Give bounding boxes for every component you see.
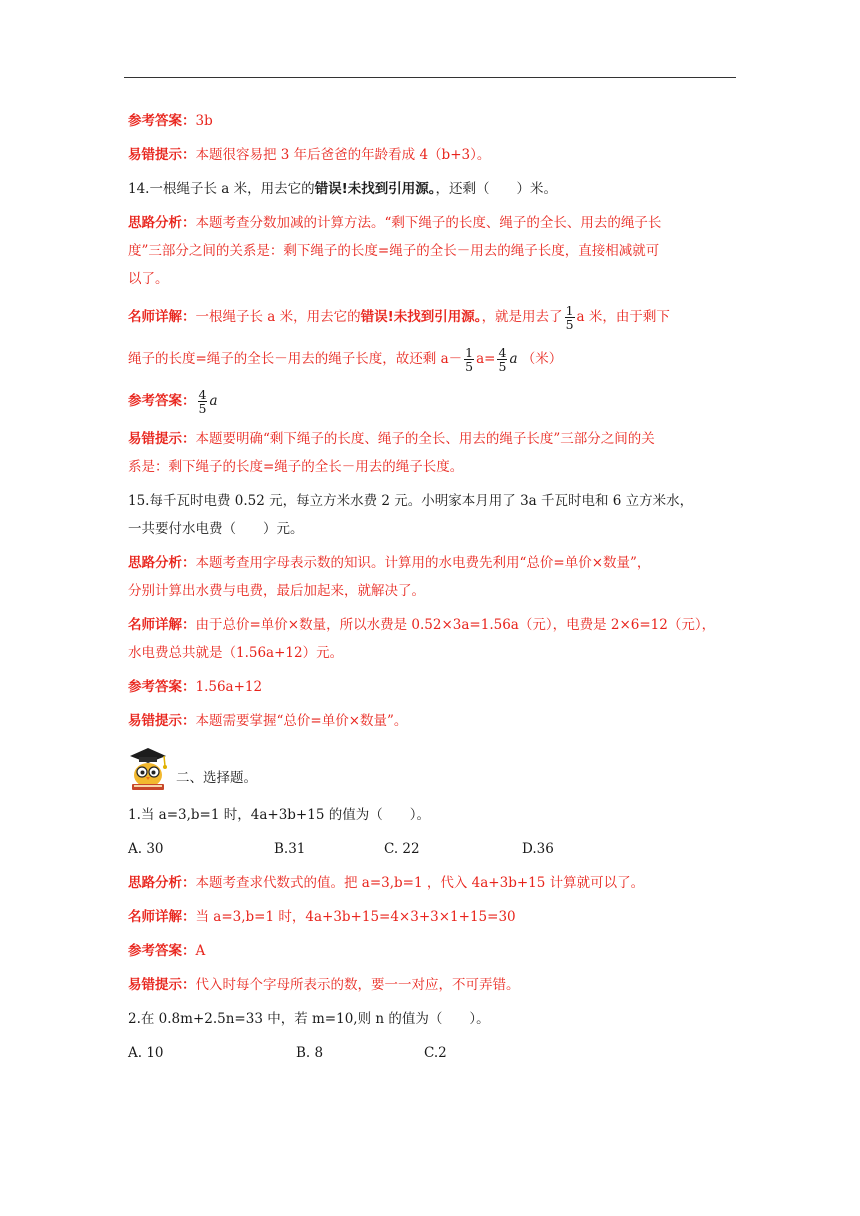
option-c: C. 22 <box>384 841 420 857</box>
mistake-text: 本题很容易把 3 年后爸爸的年龄看成 4（b+3）。 <box>195 147 491 163</box>
fraction-one-fifth <box>565 304 575 331</box>
option-c: C.2 <box>424 1045 447 1061</box>
detail-text: 由于总价=单价×数量，所以水费是 0.52×3a=1.56a（元），电费是 2×6=12（元）， <box>195 617 716 633</box>
detail-text: a 米，由于剩下 <box>576 309 670 325</box>
section-title: 二、选择题。 <box>176 770 257 786</box>
detail-text: 当 a=3,b=1 时，4a+3b+15=4×3+3×1+15=30 <box>195 909 516 925</box>
fraction-numerator: 1 <box>565 303 574 318</box>
q14-detail-line2 <box>128 344 736 374</box>
mistake-label: 易错提示： <box>128 977 196 993</box>
answer-label: 参考答案： <box>128 113 196 129</box>
q15-stem: 15.每千瓦时电费 0.52 元，每立方米水费 2 元。小明家本月用了 3a 千瓦时电和 6 立方米水， <box>128 493 694 509</box>
q14-analysis-line3: 以了。 <box>128 271 169 287</box>
q14-analysis <box>128 212 736 234</box>
c1-analysis <box>128 872 736 894</box>
error-reference: 错误!未找到引用源。 <box>360 309 482 325</box>
fraction-numerator: 1 <box>465 345 474 360</box>
analysis-text: 本题考查求代数式的值。把 a=3,b=1 ，代入 4a+3b+15 计算就可以了。 <box>195 875 645 891</box>
fraction-four-fifths <box>497 346 507 373</box>
q14-mistake <box>128 428 736 450</box>
q14-stem-tail: ，还剩（ ）米。 <box>435 181 558 197</box>
variable-a: a <box>509 351 518 367</box>
answer-label: 参考答案： <box>128 679 196 695</box>
q14-detail <box>128 302 736 332</box>
option-a: A. 30 <box>128 841 164 857</box>
detail-text: （米） <box>521 351 563 367</box>
mistake-label: 易错提示： <box>128 431 196 447</box>
variable-a: a <box>209 393 218 409</box>
mistake-text: 本题要明确“剩下绳子的长度、绳子的全长、用去的绳子长度”三部分之间的关 <box>195 431 655 447</box>
c1-stem: 1.当 a=3,b=1 时，4a+3b+15 的值为（ ）。 <box>128 807 430 823</box>
option-b: B. 8 <box>296 1045 324 1061</box>
q15-detail <box>128 614 736 636</box>
option-b: B.31 <box>274 841 306 857</box>
q13-answer <box>128 110 736 132</box>
analysis-label: 思路分析： <box>128 215 196 231</box>
analysis-label: 思路分析： <box>128 875 196 891</box>
answer-text: 3b <box>195 113 213 129</box>
answer-label: 参考答案： <box>128 393 196 409</box>
fraction-denominator: 5 <box>498 359 507 374</box>
detail-text: ，就是用去了 <box>481 309 563 325</box>
q14-answer <box>128 386 736 416</box>
detail-text: 绳子的长度=绳子的全长－用去的绳子长度，故还剩 a－ <box>128 351 463 367</box>
fraction-one-fifth <box>464 346 474 373</box>
q14-analysis-line2: 度”三部分之间的关系是：剩下绳子的长度=绳子的全长－用去的绳子长度，直接相减就可 <box>128 243 660 259</box>
analysis-label: 思路分析： <box>128 555 196 571</box>
fraction-denominator: 5 <box>565 317 574 332</box>
q15-stem-line2: 一共要付水电费（ ）元。 <box>128 521 304 537</box>
q14-stem-text: 14.一根绳子长 a 米，用去它的 <box>128 181 315 197</box>
detail-label: 名师详解： <box>128 617 196 633</box>
mistake-label: 易错提示： <box>128 147 196 163</box>
section-header <box>128 744 736 794</box>
fraction-denominator: 5 <box>198 401 207 416</box>
fraction-numerator: 4 <box>498 345 507 360</box>
header-rule <box>124 77 736 78</box>
fraction-numerator: 4 <box>198 387 207 402</box>
analysis-text: 本题考查用字母表示数的知识。计算用的水电费先利用“总价=单价×数量”， <box>195 555 651 571</box>
c1-detail <box>128 906 736 928</box>
option-a: A. 10 <box>128 1045 164 1061</box>
c1-answer <box>128 940 736 962</box>
detail-text: a= <box>476 351 496 367</box>
c1-options <box>128 838 736 860</box>
c2-options <box>128 1042 736 1064</box>
fraction-four-fifths <box>198 388 208 415</box>
owl-graduate-icon <box>124 744 172 792</box>
q15-mistake <box>128 710 736 732</box>
analysis-text: 本题考查分数加减的计算方法。“剩下绳子的长度、绳子的全长、用去的绳子长 <box>195 215 662 231</box>
answer-label: 参考答案： <box>128 943 196 959</box>
q15-detail-line2: 水电费总共就是（1.56a+12）元。 <box>128 645 344 661</box>
answer-text: A <box>195 943 206 959</box>
detail-label: 名师详解： <box>128 909 196 925</box>
fraction-denominator: 5 <box>465 359 474 374</box>
q15-answer <box>128 676 736 698</box>
answer-text: 1.56a+12 <box>195 679 263 695</box>
q15-analysis <box>128 552 736 574</box>
option-d: D.36 <box>522 841 554 857</box>
q15-analysis-line2: 分别计算出水费与电费，最后加起来，就解决了。 <box>128 583 425 599</box>
page-content <box>128 110 736 1076</box>
detail-label: 名师详解： <box>128 309 196 325</box>
error-reference: 错误!未找到引用源。 <box>314 181 436 197</box>
q13-mistake <box>128 144 736 166</box>
q14-stem <box>128 178 736 200</box>
c2-stem: 2.在 0.8m+2.5n=33 中，若 m=10,则 n 的值为（ ）。 <box>128 1011 490 1027</box>
mistake-text: 本题需要掌握“总价=单价×数量”。 <box>195 713 408 729</box>
c1-mistake <box>128 974 736 996</box>
q14-mistake-line2: 系是：剩下绳子的长度=绳子的全长－用去的绳子长度。 <box>128 459 464 475</box>
mistake-label: 易错提示： <box>128 713 196 729</box>
detail-text: 一根绳子长 a 米，用去它的 <box>195 309 361 325</box>
mistake-text: 代入时每个字母所表示的数，要一一对应，不可弄错。 <box>195 977 520 993</box>
